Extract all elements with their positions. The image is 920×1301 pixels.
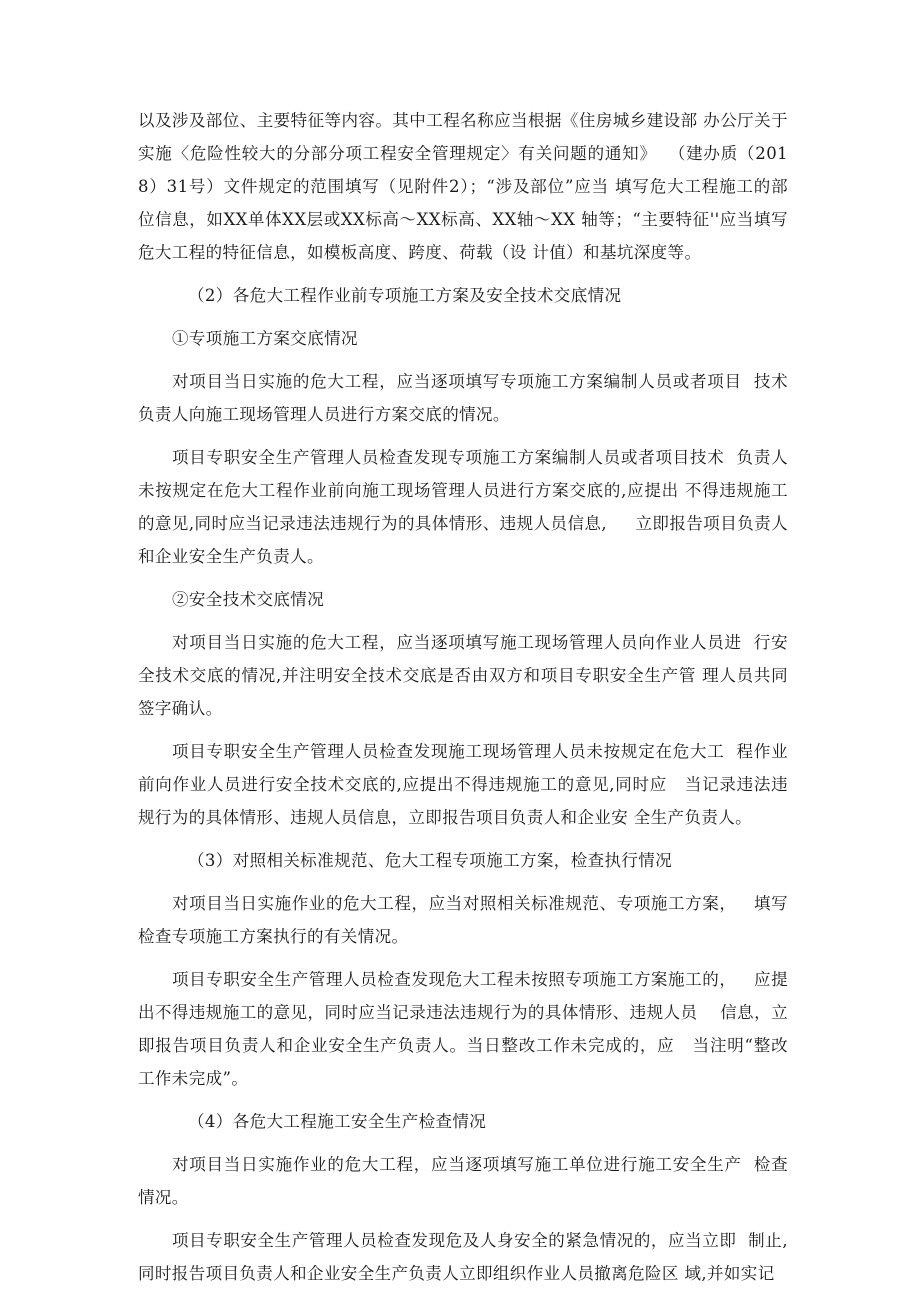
- document-page: [138, 104, 788, 1300]
- paragraph-execution-2: 项目专职安全生产管理人员检查发现危大工程未按照专项施工方案施工的， 应提出不得违规施工的意见，同时应当记录违法违规行为的具体情形、违规人员 信息，立即报告项目负责人和企业安全生产负责人。当日整改工作未完成的，应 当注明“整改工作未完成”。: [138, 970, 788, 1088]
- paragraph-inspection-2: 项目专职安全生产管理人员检查发现危及人身安全的紧急情况的，应当立即 制止,同时报告项目负责人和企业安全生产负责人立即组织作业人员撤离危险区 域,并如实记: [138, 1231, 788, 1283]
- subheading-safety-briefing: ②安全技术交底情况: [172, 590, 325, 609]
- section-heading-4: （4）各危大工程施工安全生产检查情况: [188, 1112, 487, 1131]
- section-heading-3: （3）对照相关标准规范、危大工程专项施工方案，检查执行情况: [188, 851, 673, 870]
- paragraph-safety-briefing-1: 对项目当日实施的危大工程，应当逐项填写施工现场管理人员向作业人员进 行安全技术交底的情况,并注明安全技术交底是否由双方和项目专职安全生产管 理人员共同签字确认。: [138, 633, 788, 718]
- paragraph-1: 以及涉及部位、主要特征等内容。其中工程名称应当根据《住房城乡建设部 办公厅关于实施〈危险性较大的分部分项工程安全管理规定〉有关问题的通知》 （建办质（2018）31号）文件规定的范围填写（见附件2）；“涉及部位”应当 填写危大工程施工的部位信息，如XX单体XX层或XX标高～XX标高、XX轴～XX 轴等；“主要特征''应当填写危大工程的特征信息，如模板高度、跨度、荷载（设 计值）和基坑深度等。: [138, 111, 788, 262]
- subheading-plan-briefing: ①专项施工方案交底情况: [172, 329, 358, 348]
- paragraph-inspection-1: 对项目当日实施作业的危大工程，应当逐项填写施工单位进行施工安全生产 检查情况。: [138, 1155, 788, 1207]
- paragraph-safety-briefing-2: 项目专职安全生产管理人员检查发现施工现场管理人员未按规定在危大工 程作业前向作业人员进行安全技术交底的,应提出不得违规施工的意见,同时应 当记录违法违规行为的具体情形、违规人员信息，立即报告项目负责人和企业安 全生产负责人。: [138, 742, 788, 827]
- paragraph-plan-briefing-2: 项目专职安全生产管理人员检查发现专项施工方案编制人员或者项目技术 负责人未按规定在危大工程作业前向施工现场管理人员进行方案交底的,应提出 不得违规施工的意见,同时应当记录违法违规行为的具体情形、违规人员信息, 立即报告项目负责人和企业安全生产负责人。: [138, 448, 788, 566]
- section-heading-2: （2）各危大工程作业前专项施工方案及安全技术交底情况: [188, 286, 622, 305]
- paragraph-execution-1: 对项目当日实施作业的危大工程，应当对照相关标准规范、专项施工方案， 填写检查专项施工方案执行的有关情况。: [138, 894, 788, 946]
- paragraph-plan-briefing-1: 对项目当日实施的危大工程，应当逐项填写专项施工方案编制人员或者项目 技术负责人向施工现场管理人员进行方案交底的情况。: [138, 372, 788, 424]
